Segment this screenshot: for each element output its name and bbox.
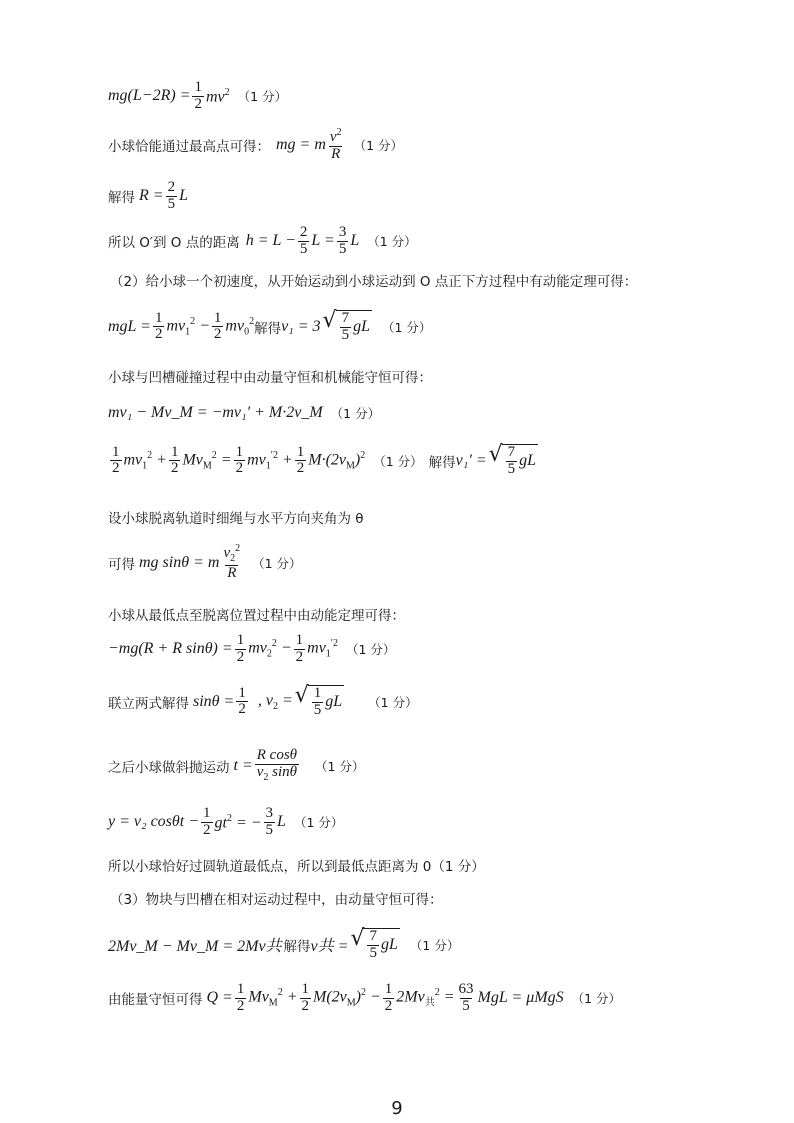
equation: $mv_0^2$ (225, 315, 255, 338)
equation-line-2 (108, 128, 403, 163)
score-label: （1 分） (345, 642, 396, 658)
text: 设小球脱离轨道时细绳与水平方向夹角为 θ (108, 511, 364, 527)
equation: v₁′ = (455, 451, 487, 469)
equation: $mv_1^{'2}$ + (247, 449, 293, 472)
score-label: （1 分） (293, 815, 344, 831)
equation: $mv_1^2$ + (123, 449, 167, 472)
equation: v共 = (310, 938, 349, 956)
text: 小球从最低点至脱离位置过程中由动能定理可得： (108, 608, 405, 624)
square-root: √ $\frac{1}{5}$ gL (294, 683, 343, 718)
equation: Q = (206, 989, 233, 1007)
score-label: （1 分） (237, 89, 288, 105)
score-label: （1 分） (367, 234, 417, 250)
text: 解得 (428, 454, 456, 471)
equation-line-6 (108, 310, 431, 344)
fraction: $\frac{63}{5}$ (458, 981, 474, 1014)
equation: $mv_1^{'2}$ (307, 638, 338, 660)
fraction: $\frac{1}{2}$ (238, 684, 246, 718)
equation: y = v₂ cosθt − (108, 813, 199, 831)
equation: $Mv_M^2$ + (248, 987, 298, 1009)
equation: $gt^2$ = − (214, 812, 262, 831)
score-label: （1 分） (373, 453, 423, 469)
text: 所以小球恰好过圆轨道最低点，所以到最低点距离为 0（1 分） (108, 859, 485, 875)
square-root: √ $\frac{7}{5}$ gL (322, 308, 370, 343)
fraction: $\frac{3}{5}$ (265, 805, 274, 838)
text: 之后小球做斜抛运动 (108, 759, 230, 776)
text-line-17 (108, 855, 485, 875)
fraction: $\frac{1}{2}$ (235, 443, 244, 477)
fraction: $\frac{2}{5}$ (167, 179, 176, 212)
square-root: √ $\frac{7}{5}$ gL (350, 926, 398, 961)
text-line-7 (108, 366, 432, 386)
fraction: $\frac{1}{2}$ (384, 981, 393, 1014)
fraction: $\frac{1}{2}$ (154, 309, 163, 343)
text: 小球与凹槽碰撞过程中由动量守恒和机械能守恒可得： (108, 370, 432, 386)
equation: mgL = (108, 317, 151, 335)
text-line-18 (110, 888, 443, 908)
equation: L (179, 187, 188, 205)
score-label: （1 分） (330, 406, 381, 421)
equation: mg sinθ = m (139, 553, 220, 571)
equation: mg = m (276, 136, 326, 154)
text: 解得 (108, 190, 135, 207)
equation: −mg(R + R sinθ) = (108, 640, 233, 658)
equation: h = L − (245, 232, 296, 250)
fraction: $\frac{1}{2}$ (213, 309, 222, 343)
score-label: （1 分） (353, 138, 404, 154)
score-label: （1 分） (381, 319, 432, 335)
fraction: $\frac{1}{2}$ (170, 443, 179, 477)
fraction: $\frac{\text{R cosθ}}{v_2 \sin\theta}$ (256, 747, 298, 783)
score-label: （1 分） (571, 991, 622, 1007)
score-label: （1 分） (409, 937, 460, 953)
page-number: 9 (391, 1098, 403, 1119)
fraction: $\frac{2}{5}$ (299, 224, 308, 257)
fraction: $\frac{1}{2}$ (194, 79, 202, 112)
equation-line-16 (108, 806, 343, 839)
text: （3）物块与凹槽在相对运动过程中，由动量守恒可得： (110, 892, 443, 908)
text: 小球恰能通过最高点可得： (108, 139, 270, 156)
fraction: $\frac{1}{2}$ (296, 443, 305, 477)
equation: L = (311, 232, 335, 250)
score-label: （1 分） (368, 694, 418, 710)
fraction: $\frac{1}{2}$ (203, 805, 211, 838)
equation: L (277, 813, 286, 831)
equation: , $v_2$ = (257, 691, 293, 712)
equation: $mv^2$ (205, 86, 230, 105)
text: 所以 O′到 O 点的距离 (108, 235, 240, 252)
equation-line-15 (108, 748, 364, 783)
equation: $Mv_M^2$ = (182, 449, 232, 472)
text: 可得 (108, 556, 135, 573)
text-line-5 (110, 270, 637, 290)
equation: $M(2v_M)^2$ − (313, 987, 381, 1009)
text: （2）给小球一个初速度，从开始运动到小球运动到 O 点正下方过程中有动能定理可得： (110, 274, 638, 290)
fraction: $\frac{3}{5}$ (338, 224, 347, 257)
score-label: （1 分） (315, 758, 365, 774)
equation-line-1 (108, 80, 287, 113)
equation-line-8 (108, 404, 380, 422)
equation-line-3 (108, 180, 188, 213)
equation: sinθ = (193, 692, 235, 710)
equation: MgL = μMgS (477, 989, 564, 1007)
equation: $mv_2^2$ − (248, 638, 292, 660)
fraction: $\frac{1}{2}$ (301, 981, 309, 1014)
text: 由能量守恒可得 (108, 992, 203, 1009)
equation: L (350, 232, 360, 250)
text-line-12 (108, 604, 405, 624)
equation: mg(L−2R) = (108, 87, 191, 105)
equation: 2Mv_M − Mv_M = 2Mv共 (108, 938, 282, 956)
fraction: $\frac{v^2}{R}$ (329, 127, 342, 162)
equation: t = (233, 756, 253, 774)
fraction: $\frac{1}{2}$ (112, 443, 120, 477)
equation: mv₁ − Mv_M = −mv₁′ + M·2v_M (108, 404, 323, 421)
equation-line-14 (108, 685, 418, 719)
text: 解得 (254, 320, 282, 337)
equation: R = (139, 187, 164, 205)
fraction: $\frac{1}{2}$ (295, 632, 304, 665)
square-root: √ $\frac{7}{5}$ gL (488, 442, 537, 477)
equation-line-13 (108, 633, 395, 666)
equation-line-4 (108, 225, 417, 258)
equation-line-11 (108, 544, 302, 581)
text: 解得 (283, 938, 311, 955)
text: 联立两式解得 (108, 695, 189, 712)
fraction: $\frac{v_2^2}{R}$ (223, 543, 241, 581)
equation-line-20 (108, 982, 621, 1015)
equation-line-19 (108, 928, 459, 962)
equation: $M\cdot(2v_M)^2$ (308, 449, 366, 472)
equation: $mv_1^2$ − (166, 315, 210, 338)
equation: $2Mv_共^2$ = (396, 987, 455, 1009)
text-line-10 (108, 507, 364, 527)
fraction: $\frac{1}{2}$ (236, 632, 245, 665)
equation-line-9 (108, 444, 540, 478)
fraction: $\frac{1}{2}$ (236, 981, 245, 1014)
score-label: （1 分） (252, 555, 302, 571)
equation: v₁ = 3 (281, 317, 321, 335)
